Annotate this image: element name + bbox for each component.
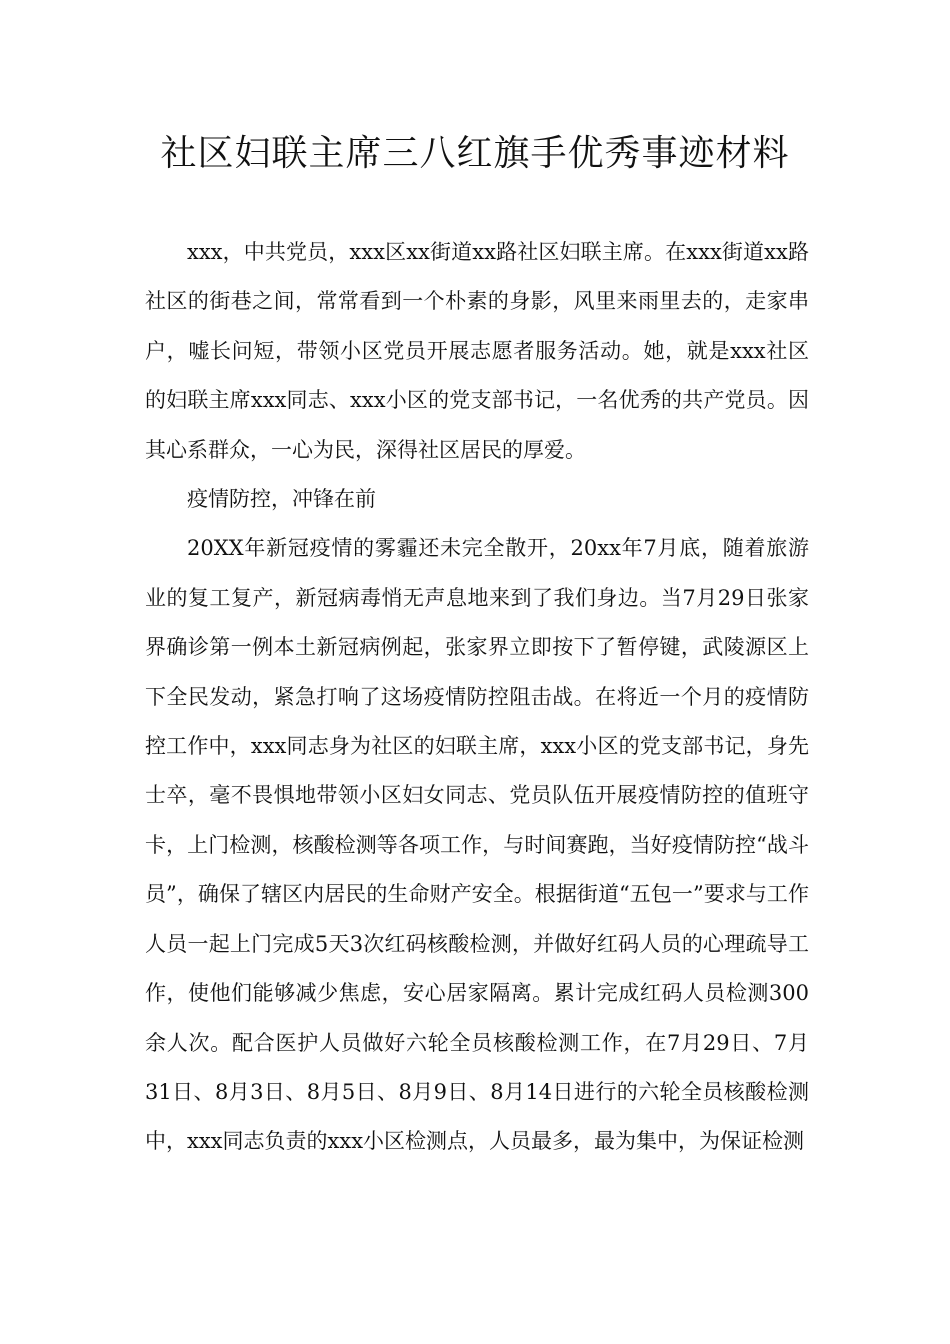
section-heading: 疫情防控，冲锋在前 bbox=[187, 487, 376, 512]
document-body bbox=[145, 228, 809, 1167]
paragraph-epidemic: 20XX年新冠疫情的雾霾还未完全散开，20xx年7月底，随着旅游业的复工复产，新冠病毒悄无声息地来到了我们身边。当7月29日张家界确诊第一例本土新冠病例起，张家界立即按下了暂停键，武陵源区上下全民发动，紧急打响了这场疫情防控阻击战。在将近一个月的疫情防控工作中，xxx同志身为社区的妇联主席，xxx小区的党支部书记，身先士卒，毫不畏惧地带领小区妇女同志、党员队伍开展疫情防控的值班守卡，上门检测，核酸检测等各项工作，与时间赛跑，当好疫情防控“战斗员”，确保了辖区内居民的生命财产安全。根据街道“五包一”要求与工作人员一起上门完成5天3次红码核酸检测，并做好红码人员的心理疏导工作，使他们能够减少焦虑，安心居家隔离。累计完成红码人员检测300余人次。配合医护人员做好六轮全员核酸检测工作，在7月29日、7月31日、8月3日、8月5日、8月9日、8月14日进行的六轮全员核酸检测中，xxx同志负责的xxx小区检测点，人员最多，最为集中，为保证检测 bbox=[145, 536, 809, 1154]
document-title: 社区妇联主席三八红旗手优秀事迹材料 bbox=[160, 133, 790, 174]
paragraph-intro: xxx，中共党员，xxx区xx街道xx路社区妇联主席。在xxx街道xx路社区的街巷之间，常常看到一个朴素的身影，风里来雨里去的，走家串户，嘘长问短，带领小区党员开展志愿者服务活动。她，就是xxx社区的妇联主席xxx同志、xxx小区的党支部书记，一名优秀的共产党员。因其心系群众，一心为民，深得社区居民的厚爱。 bbox=[145, 240, 809, 462]
